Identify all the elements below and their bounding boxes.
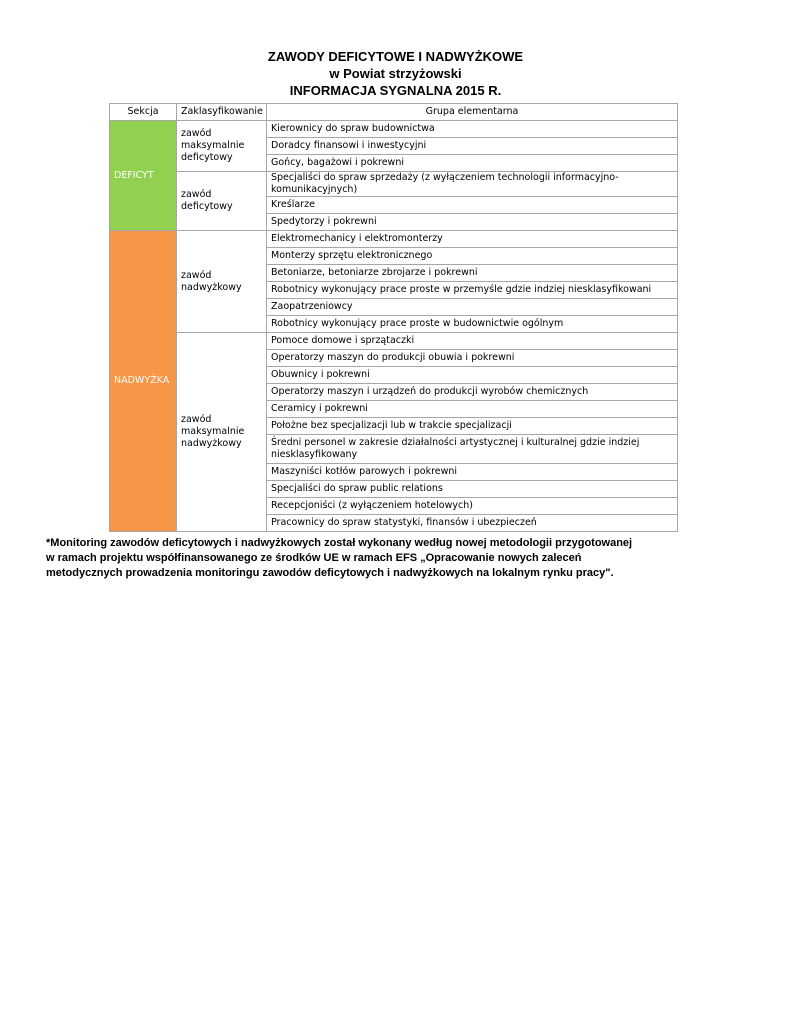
elementary-group-cell: Robotnicy wykonujący prace proste w przemyśle gdzie indziej niesklasyfikowani — [267, 282, 678, 299]
column-header-elementary-group: Grupa elementarna — [267, 104, 678, 121]
elementary-group-cell: Obuwnicy i pokrewni — [267, 367, 678, 384]
classification-cell: zawód maksymalnie nadwyżkowy — [177, 333, 267, 532]
table-row — [110, 172, 678, 197]
elementary-group-cell: Recepcjoniści (z wyłączeniem hotelowych) — [267, 498, 678, 515]
elementary-group-cell: Betoniarze, betoniarze zbrojarze i pokrewni — [267, 265, 678, 282]
column-header-classification: Zaklasyfikowanie — [177, 104, 267, 121]
column-header-section: Sekcja — [110, 104, 177, 121]
elementary-group-cell: Średni personel w zakresie działalności artystycznej i kulturalnej gdzie indziej niesklasyfikowany — [267, 435, 678, 464]
elementary-group-cell: Specjaliści do spraw sprzedaży (z wyłączeniem technologii informacyjno-komunikacyjnych) — [267, 172, 678, 197]
table-row — [110, 333, 678, 350]
classification-cell: zawód nadwyżkowy — [177, 231, 267, 333]
elementary-group-cell: Gońcy, bagażowi i pokrewni — [267, 155, 678, 172]
classification-cell: zawód deficytowy — [177, 172, 267, 231]
page-info-title: INFORMACJA SYGNALNA 2015 R. — [289, 83, 502, 98]
elementary-group-cell: Pracownicy do spraw statystyki, finansów i ubezpieczeń — [267, 515, 678, 532]
table-header-row — [110, 104, 678, 121]
section-cell-nadwyzka: NADWYŻKA — [110, 231, 177, 532]
table-row — [110, 121, 678, 138]
classification-cell: zawód maksymalnie deficytowy — [177, 121, 267, 172]
elementary-group-cell: Ceramicy i pokrewni — [267, 401, 678, 418]
page-title: ZAWODY DEFICYTOWE I NADWYŻKOWE — [267, 49, 524, 64]
section-cell-deficyt: DEFICYT — [110, 121, 177, 231]
footnote-line: w ramach projektu współfinansowanego ze środków UE w ramach EFS „Opracowanie nowych zaleceń — [46, 552, 582, 564]
elementary-group-cell: Pomoce domowe i sprzątaczki — [267, 333, 678, 350]
elementary-group-cell: Elektromechanicy i elektromonterzy — [267, 231, 678, 248]
page-subtitle: w Powiat strzyżowski — [329, 66, 462, 81]
elementary-group-cell: Doradcy finansowi i inwestycyjni — [267, 138, 678, 155]
elementary-group-cell: Maszyniści kotłów parowych i pokrewni — [267, 464, 678, 481]
footnote-line: metodycznych prowadzenia monitoringu zawodów deficytowych i nadwyżkowych na lokalnym rynku pracy". — [46, 567, 614, 579]
elementary-group-cell: Kierownicy do spraw budownictwa — [267, 121, 678, 138]
elementary-group-cell: Położne bez specjalizacji lub w trakcie specjalizacji — [267, 418, 678, 435]
table-row — [110, 231, 678, 248]
elementary-group-cell: Zaopatrzeniowcy — [267, 299, 678, 316]
elementary-group-cell: Operatorzy maszyn do produkcji obuwia i pokrewni — [267, 350, 678, 367]
footnote — [46, 536, 746, 581]
elementary-group-cell: Monterzy sprzętu elektronicznego — [267, 248, 678, 265]
elementary-group-cell: Kreślarze — [267, 197, 678, 214]
elementary-group-cell: Robotnicy wykonujący prace proste w budownictwie ogólnym — [267, 316, 678, 333]
elementary-group-cell: Specjaliści do spraw public relations — [267, 481, 678, 498]
footnote-line: *Monitoring zawodów deficytowych i nadwyżkowych został wykonany według nowej metodologii przygotowanej — [46, 537, 633, 549]
elementary-group-cell: Spedytorzy i pokrewni — [267, 214, 678, 231]
occupations-table — [109, 103, 678, 532]
elementary-group-cell: Operatorzy maszyn i urządzeń do produkcji wyrobów chemicznych — [267, 384, 678, 401]
